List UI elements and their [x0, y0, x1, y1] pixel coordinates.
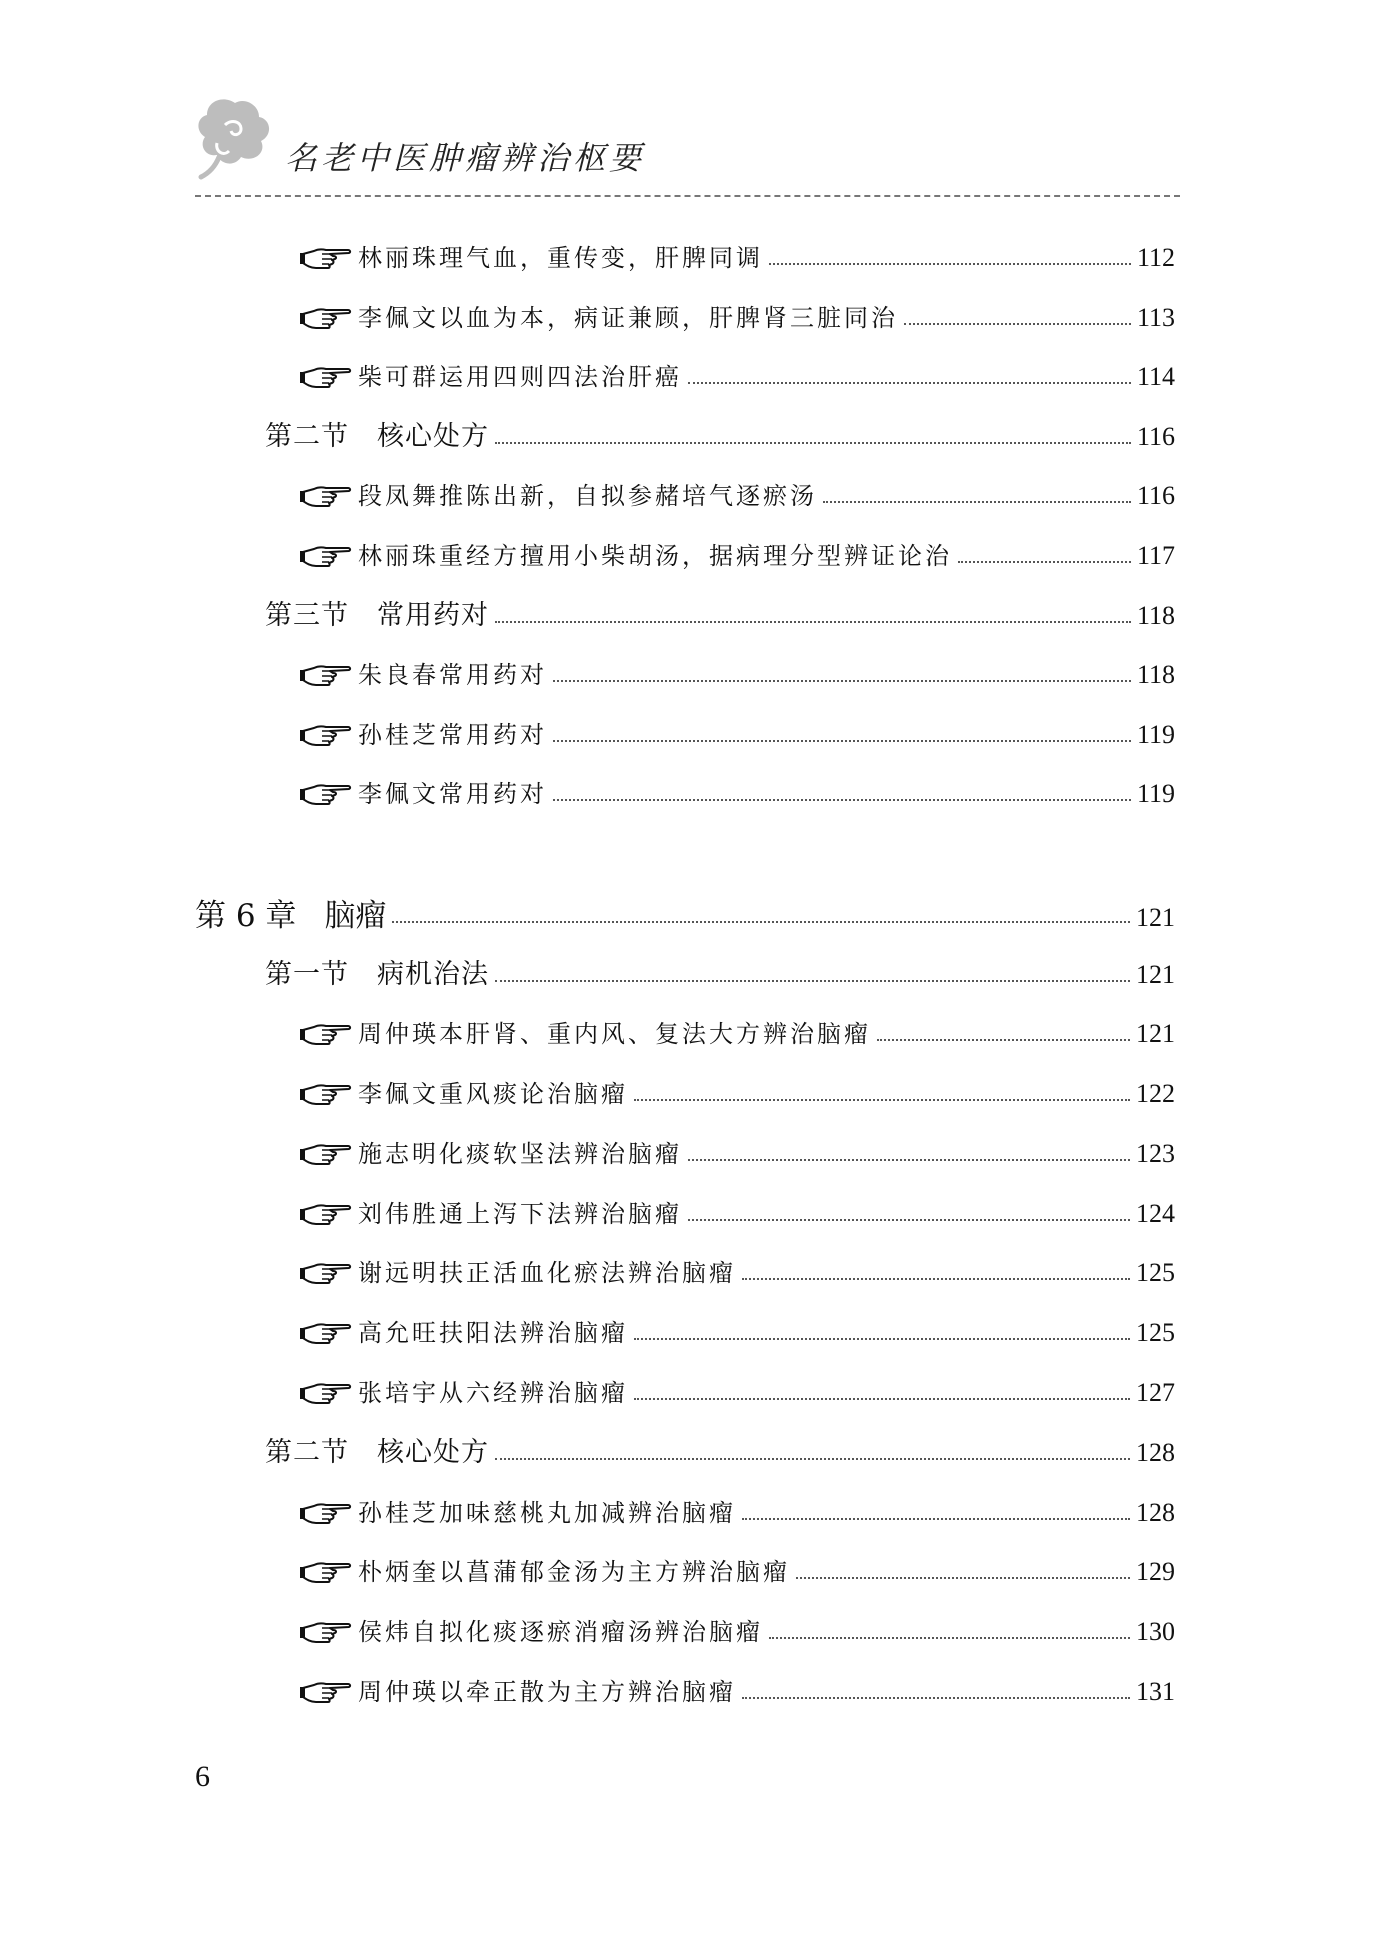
pointing-hand-icon: [300, 1559, 352, 1585]
pointing-hand-icon: [300, 1260, 352, 1286]
toc-section-title: [265, 953, 489, 997]
dot-leader: [958, 561, 1131, 563]
toc-page-number: 123: [1136, 1139, 1175, 1168]
toc-item[interactable]: [300, 1670, 1175, 1714]
toc-item-title: 高允旺扶阳法辨治脑瘤: [358, 1319, 628, 1347]
toc-item[interactable]: [300, 355, 1175, 399]
toc-page-number: 128: [1136, 1438, 1175, 1467]
toc-item-title: 周仲瑛本肝肾、重内风、复法大方辨治脑瘤: [358, 1020, 871, 1048]
dot-leader: [495, 980, 1130, 982]
pointing-hand-icon: [300, 483, 352, 509]
toc-page-number: 113: [1136, 303, 1175, 332]
toc-item[interactable]: [300, 1550, 1175, 1594]
toc-page-number: 124: [1136, 1199, 1175, 1228]
dot-leader: [495, 621, 1131, 623]
pointing-hand-icon: [300, 662, 352, 688]
toc-page-number: 116: [1136, 481, 1175, 510]
toc-item-title: 李佩文以血为本，病证兼顾，肝脾肾三脏同治: [358, 304, 898, 332]
toc-item[interactable]: [300, 1072, 1175, 1116]
dot-leader: [553, 799, 1131, 801]
pointing-hand-icon: [300, 1021, 352, 1047]
toc-item-title: 孙桂芝常用药对: [358, 721, 547, 749]
toc-item-title: 林丽珠理气血，重传变，肝脾同调: [358, 244, 763, 272]
dot-leader: [769, 263, 1131, 265]
toc-section[interactable]: [265, 594, 1175, 638]
toc-page-number: 119: [1136, 720, 1175, 749]
pointing-hand-icon: [300, 1201, 352, 1227]
dot-leader: [688, 382, 1131, 384]
toc-item[interactable]: [300, 1610, 1175, 1654]
toc-item[interactable]: [300, 296, 1175, 340]
section-name: 核心处方: [377, 421, 489, 452]
toc-item-title: 朱良春常用药对: [358, 661, 547, 689]
dot-leader: [904, 323, 1131, 325]
toc-item-title: 刘伟胜通上泻下法辨治脑瘤: [358, 1200, 682, 1228]
pointing-hand-icon: [300, 1619, 352, 1645]
toc-item[interactable]: [300, 1012, 1175, 1056]
toc-item-title: 谢远明扶正活血化瘀法辨治脑瘤: [358, 1259, 736, 1287]
toc-item[interactable]: [300, 713, 1175, 757]
dot-leader: [634, 1338, 1130, 1340]
toc-page-number: 114: [1136, 362, 1175, 391]
pointing-hand-icon: [300, 722, 352, 748]
toc-item[interactable]: [300, 1132, 1175, 1176]
toc-page-number: 121: [1136, 960, 1175, 989]
toc-section-title: [265, 594, 489, 638]
pointing-hand-icon: [300, 1081, 352, 1107]
dot-leader: [553, 740, 1131, 742]
pointing-hand-icon: [300, 245, 352, 271]
section-name: 病机治法: [377, 959, 489, 990]
dot-leader: [392, 921, 1130, 923]
toc-chapter-title: [195, 894, 386, 938]
section-name: 常用药对: [377, 600, 489, 631]
pointing-hand-icon: [300, 1500, 352, 1526]
toc-page-number: 131: [1136, 1677, 1175, 1706]
dot-leader: [742, 1518, 1130, 1520]
toc-page-number: 117: [1136, 541, 1175, 570]
toc-item[interactable]: [300, 474, 1175, 518]
toc-page-number: 127: [1136, 1378, 1175, 1407]
toc-item[interactable]: [300, 772, 1175, 816]
section-label: 第三节: [265, 600, 349, 631]
cloud-ornament-icon: [195, 95, 275, 180]
toc-item[interactable]: [300, 653, 1175, 697]
section-name: 核心处方: [377, 1437, 489, 1468]
section-label: 第一节: [265, 959, 349, 990]
toc-section[interactable]: [265, 1431, 1175, 1475]
toc-item-title: 林丽珠重经方擅用小柴胡汤，据病理分型辨证论治: [358, 542, 952, 570]
toc-item-title: 李佩文常用药对: [358, 780, 547, 808]
dot-leader: [553, 680, 1131, 682]
pointing-hand-icon: [300, 543, 352, 569]
page-number: 6: [195, 1760, 210, 1793]
pointing-hand-icon: [300, 1679, 352, 1705]
toc-page-number: 119: [1136, 779, 1175, 808]
dot-leader: [688, 1219, 1130, 1221]
dot-leader: [769, 1637, 1130, 1639]
toc-page-number: 130: [1136, 1617, 1175, 1646]
toc-page-number: 112: [1136, 243, 1175, 272]
dot-leader: [688, 1159, 1130, 1161]
toc-section-title: [265, 415, 489, 459]
toc-page-number: 121: [1136, 1019, 1175, 1048]
toc-chapter[interactable]: [195, 894, 1175, 938]
chapter-label: 第 6 章: [195, 898, 297, 934]
toc-page-number: 118: [1136, 660, 1175, 689]
toc-page-number: 128: [1136, 1498, 1175, 1527]
toc-item[interactable]: [300, 1491, 1175, 1535]
toc-item-title: 张培宇从六经辨治脑瘤: [358, 1379, 628, 1407]
toc-page-number: 125: [1136, 1318, 1175, 1347]
pointing-hand-icon: [300, 1320, 352, 1346]
toc-section[interactable]: [265, 415, 1175, 459]
toc-item-title: 施志明化痰软坚法辨治脑瘤: [358, 1140, 682, 1168]
dot-leader: [495, 1458, 1130, 1460]
toc-item[interactable]: [300, 1371, 1175, 1415]
toc-item[interactable]: [300, 534, 1175, 578]
toc-item-title: 柴可群运用四则四法治肝癌: [358, 363, 682, 391]
running-header: [195, 95, 1180, 205]
pointing-hand-icon: [300, 364, 352, 390]
toc-item[interactable]: [300, 1192, 1175, 1236]
toc-item-title: 段凤舞推陈出新，自拟参赭培气逐瘀汤: [358, 482, 817, 510]
toc-page-number: 122: [1136, 1079, 1175, 1108]
dot-leader: [634, 1099, 1130, 1101]
toc-page-number: 118: [1136, 601, 1175, 630]
toc-item-title: 周仲瑛以牵正散为主方辨治脑瘤: [358, 1678, 736, 1706]
toc-section-title: [265, 1431, 489, 1475]
dot-leader: [877, 1039, 1130, 1041]
dot-leader: [823, 501, 1131, 503]
section-label: 第二节: [265, 1437, 349, 1468]
toc-page-number: 129: [1136, 1557, 1175, 1586]
toc-page-number: 116: [1136, 422, 1175, 451]
toc-item-title: 孙桂芝加味慈桃丸加减辨治脑瘤: [358, 1499, 736, 1527]
dot-leader: [495, 442, 1131, 444]
section-label: 第二节: [265, 421, 349, 452]
pointing-hand-icon: [300, 781, 352, 807]
book-title: 名老中医肿瘤辨治枢要: [285, 139, 646, 177]
chapter-name: 脑瘤: [324, 898, 387, 934]
toc-item-title: 朴炳奎以菖蒲郁金汤为主方辨治脑瘤: [358, 1558, 790, 1586]
pointing-hand-icon: [300, 1141, 352, 1167]
toc-item[interactable]: [300, 236, 1175, 280]
pointing-hand-icon: [300, 305, 352, 331]
toc-item[interactable]: [300, 1311, 1175, 1355]
dot-leader: [742, 1278, 1130, 1280]
toc-item-title: 侯炜自拟化痰逐瘀消瘤汤辨治脑瘤: [358, 1618, 763, 1646]
toc-item[interactable]: [300, 1251, 1175, 1295]
toc-item-title: 李佩文重风痰论治脑瘤: [358, 1080, 628, 1108]
pointing-hand-icon: [300, 1380, 352, 1406]
toc-section[interactable]: [265, 953, 1175, 997]
dot-leader: [796, 1577, 1130, 1579]
header-divider: [195, 195, 1180, 197]
toc-page-number: 121: [1136, 903, 1175, 932]
dot-leader: [742, 1697, 1130, 1699]
toc-page-number: 125: [1136, 1258, 1175, 1287]
dot-leader: [634, 1398, 1130, 1400]
